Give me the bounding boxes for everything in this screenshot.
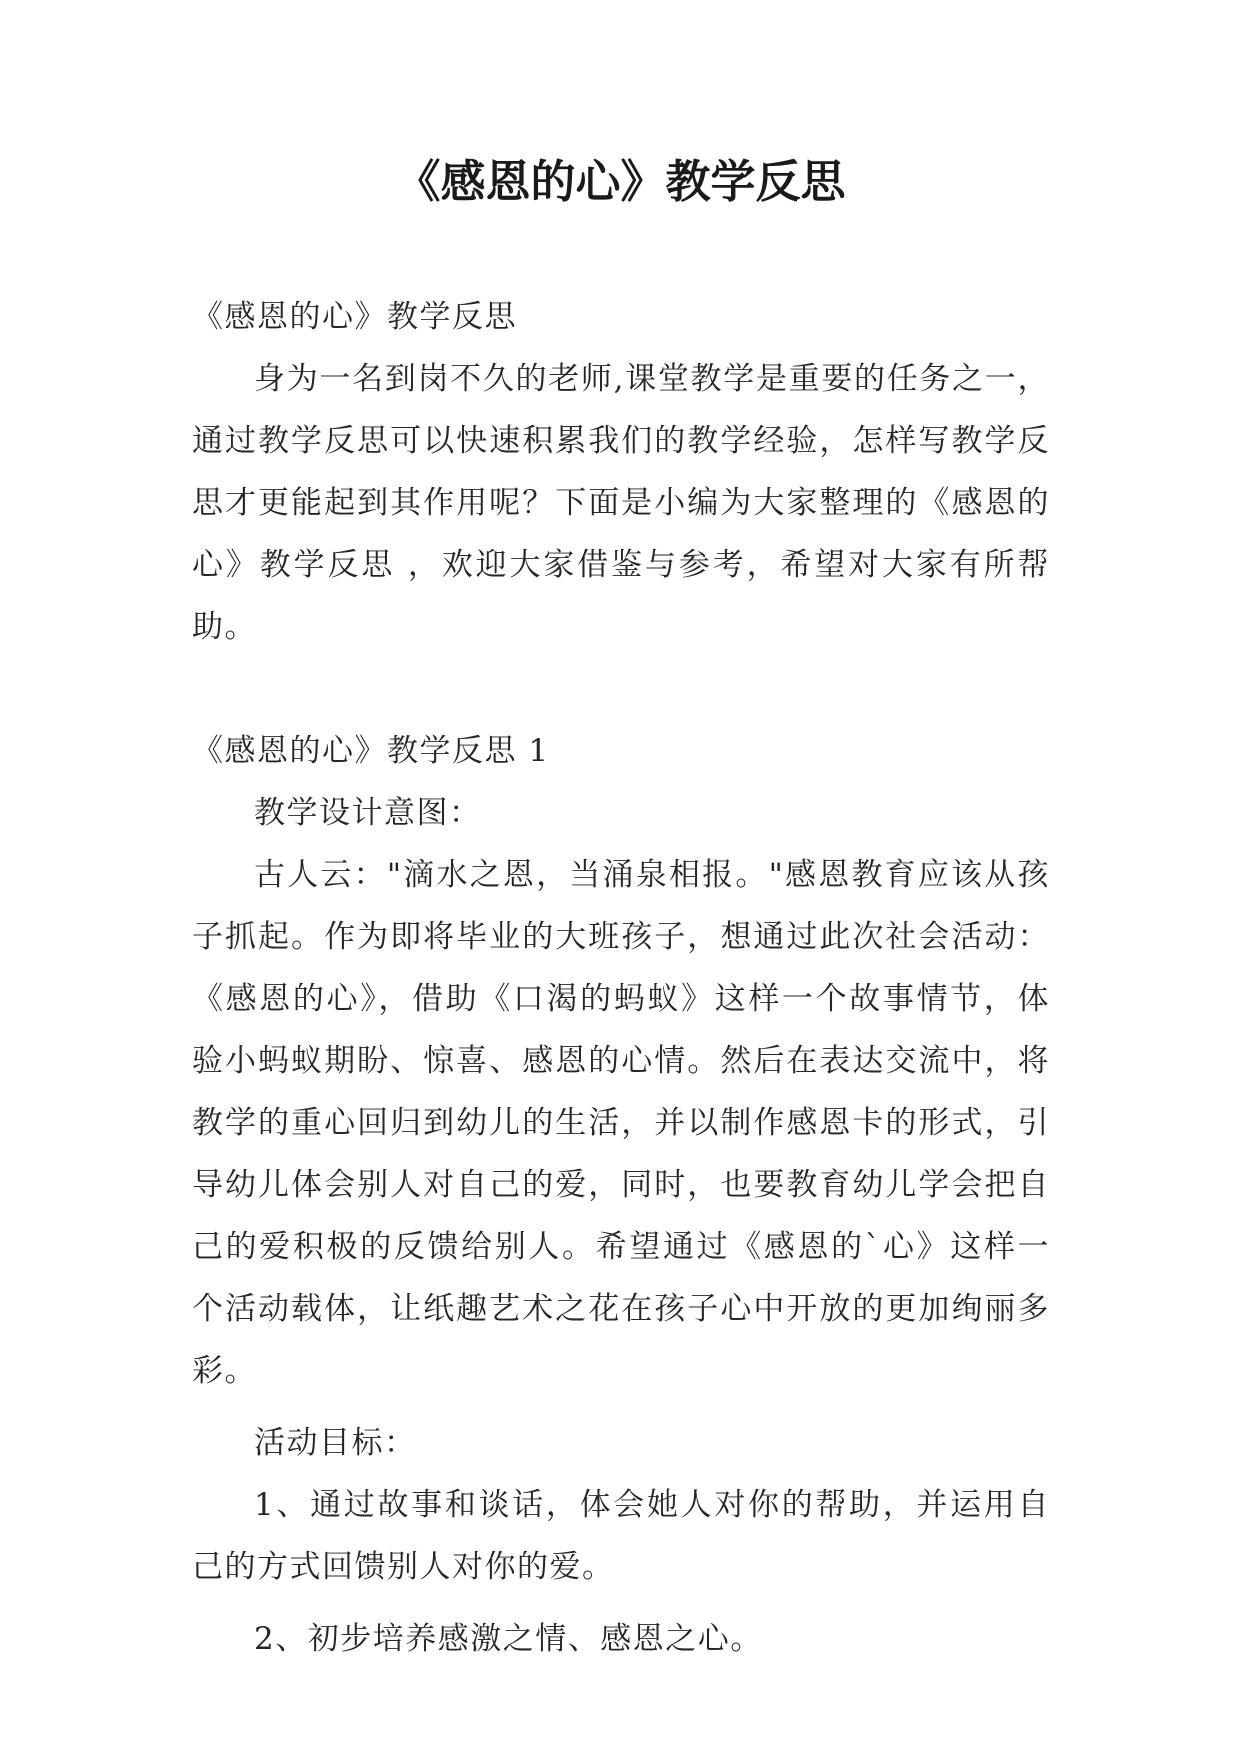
activity-goal-1: 1、通过故事和谈话，体会她人对你的帮助，并运用自己的方式回馈别人对你的爱。 [192,1487,1050,1585]
document-body [192,286,1050,1670]
activity-goal-2: 2、初步培养感激之情、感恩之心。 [254,1621,763,1657]
activity-goals-label: 活动目标： [254,1425,417,1461]
document-title: 《感恩的心》教学反思 [395,155,846,208]
intro-paragraph: 身为一名到岗不久的老师,课堂教学是重要的任务之一，通过教学反思可以快速积累我们的教学经验，怎样写教学反思才更能起到其作用呢？下面是小编为大家整理的《感恩的心》教学反思 ，欢迎大家借鉴与参考，希望对大家有所帮助。 [192,361,1050,645]
section1-heading: 《感恩的心》教学反思 1 [192,733,550,769]
intro-heading: 《感恩的心》教学反思 [192,299,517,335]
design-intent-paragraph: 古人云："滴水之恩，当涌泉相报。"感恩教育应该从孩子抓起。作为即将毕业的大班孩子，想通过此次社会活动：《感恩的心》，借助《口渴的蚂蚁》这样一个故事情节，体验小蚂蚁期盼、惊喜、感恩的心情。然后在表达交流中，将教学的重心回归到幼儿的生活，并以制作感恩卡的形式，引导幼儿体会别人对自己的爱，同时，也要教育幼儿学会把自己的爱积极的反馈给别人。希望通过《感恩的`心》这样一个活动载体，让纸趣艺术之花在孩子心中开放的更加绚丽多彩。 [192,857,1050,1389]
paragraph-spacer [192,1598,1050,1608]
section-spacer [192,658,1050,720]
paragraph-spacer [192,1402,1050,1412]
design-intent-label: 教学设计意图： [254,795,482,831]
